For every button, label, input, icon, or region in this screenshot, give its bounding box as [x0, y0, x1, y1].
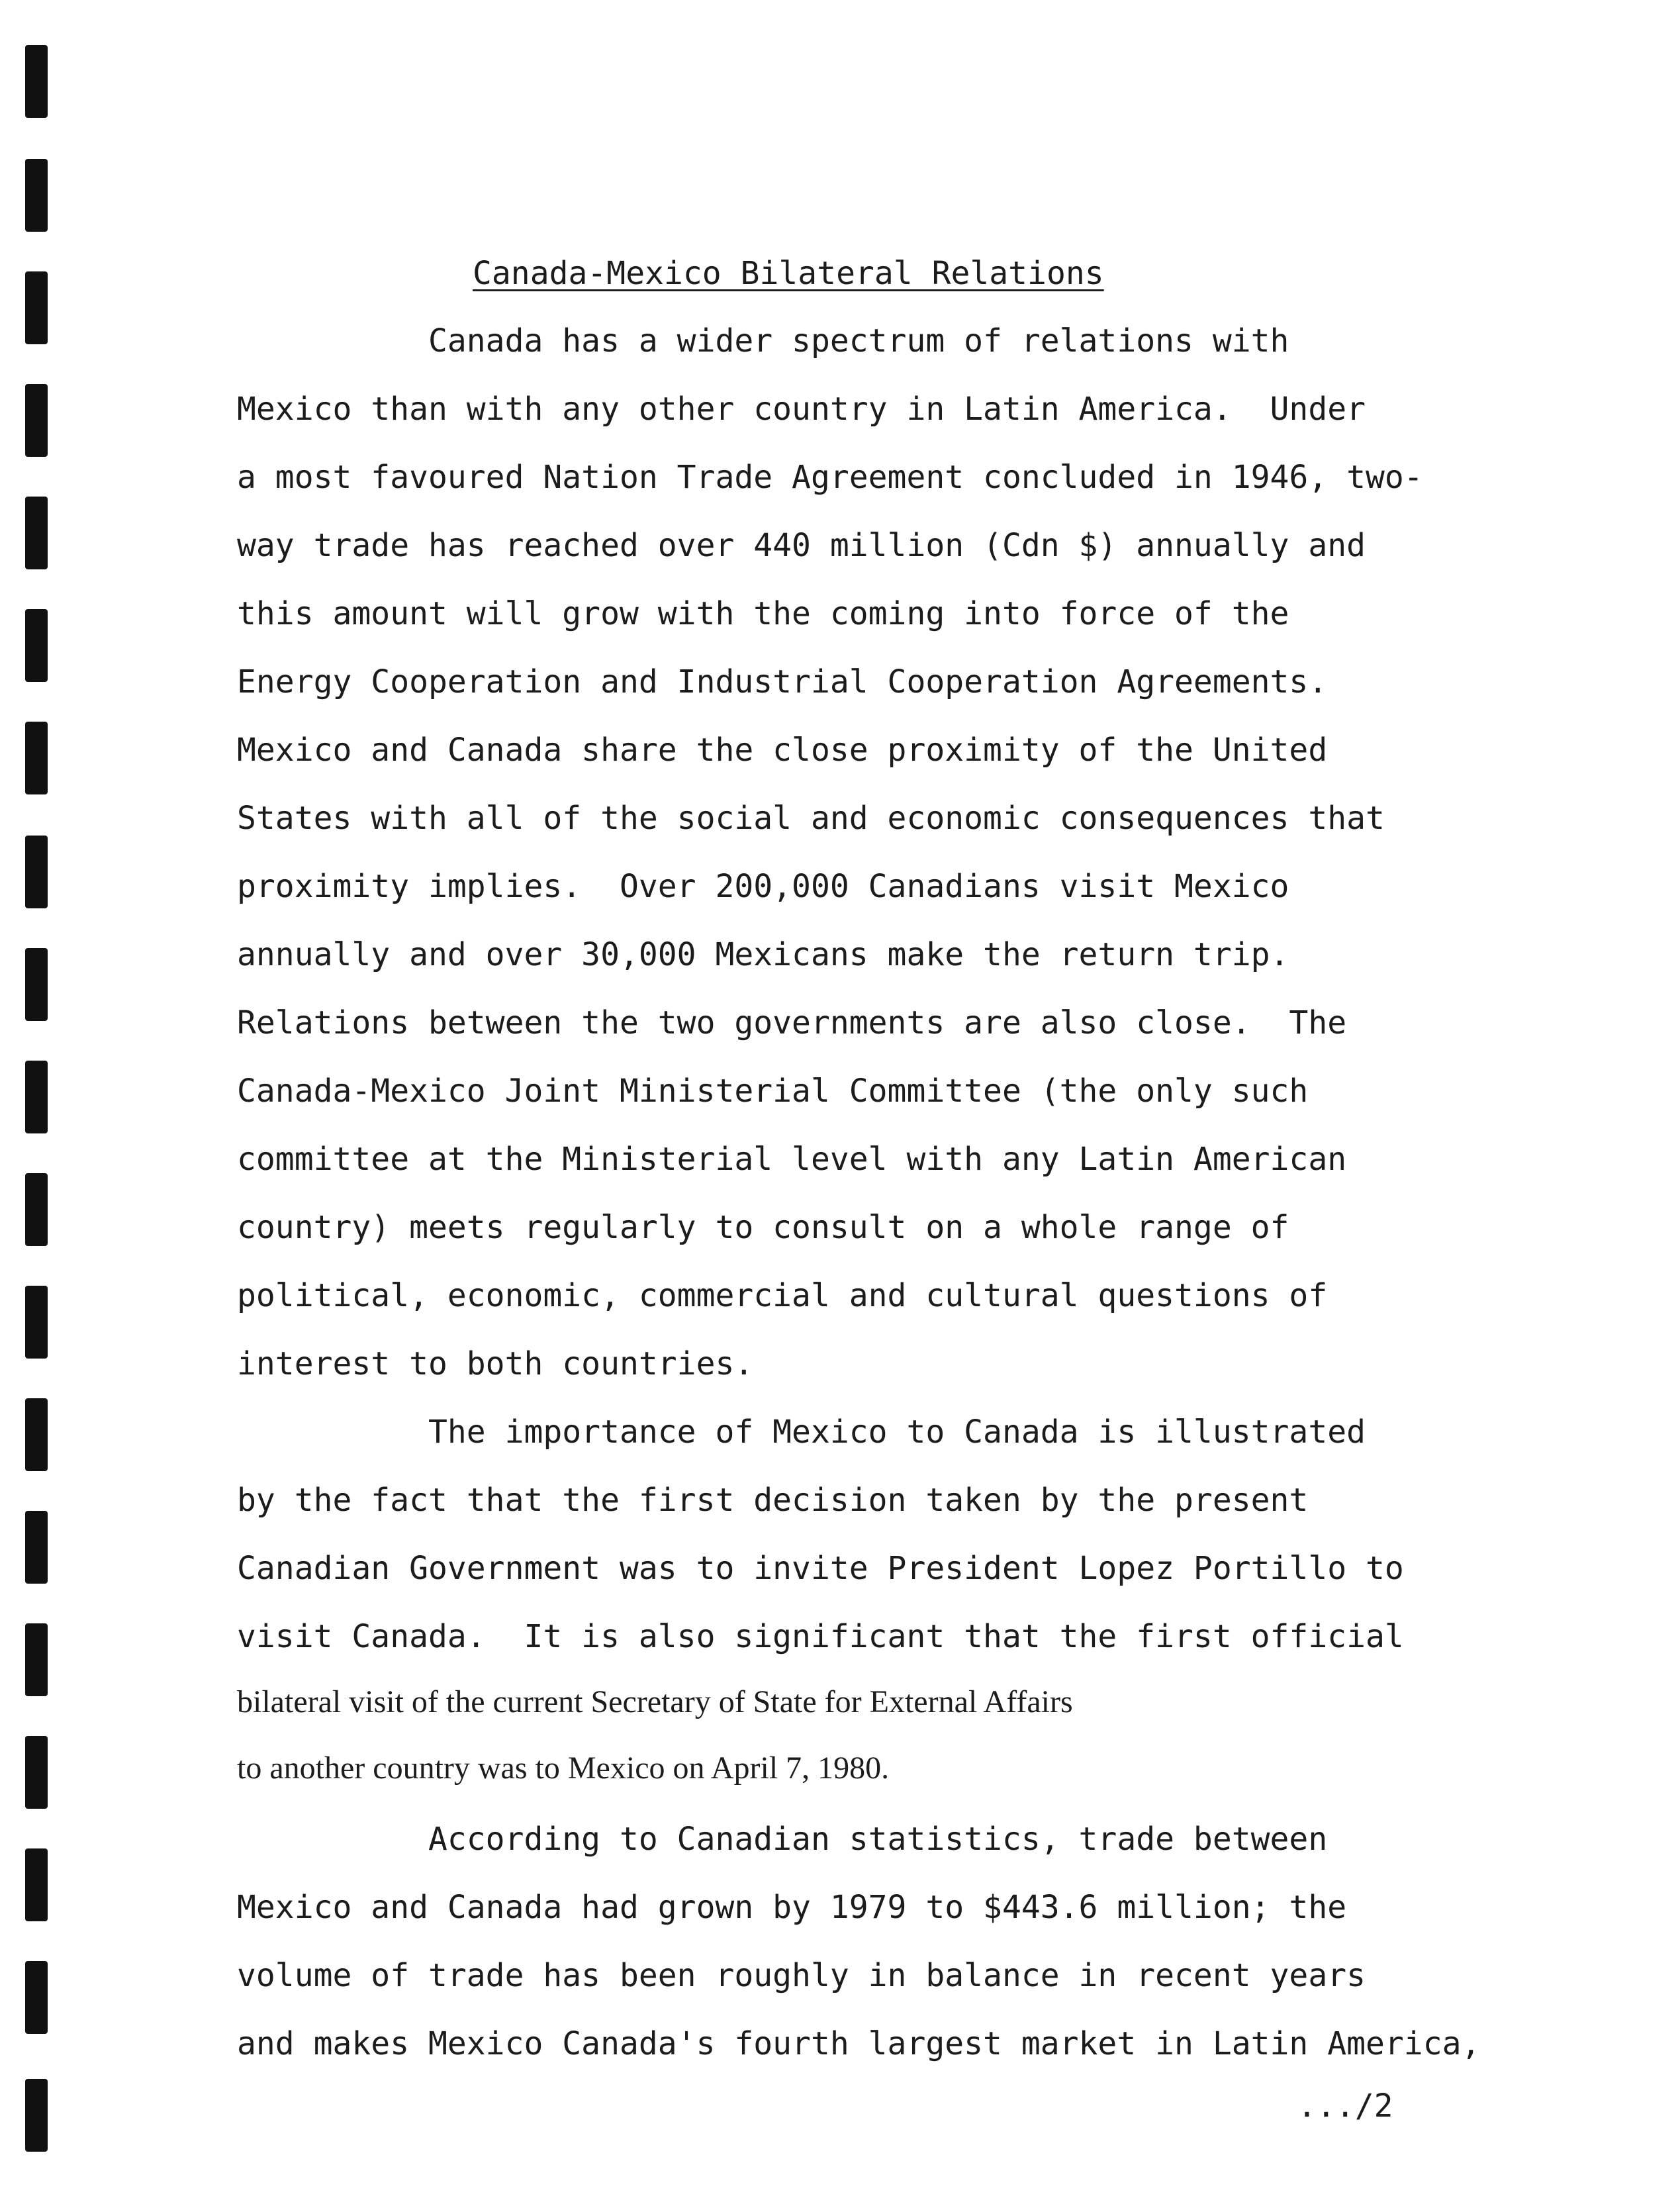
- text-line: bilateral visit of the current Secretary of State for External Affairs: [237, 1684, 1073, 1719]
- binding-hole: [25, 1848, 48, 1921]
- binding-holes: [19, 0, 56, 2204]
- binding-hole: [25, 836, 48, 908]
- text-line: Mexico than with any other country in Latin America. Under: [237, 391, 1366, 428]
- binding-hole: [25, 1061, 48, 1133]
- text-line: The importance of Mexico to Canada is illustrated: [237, 1413, 1366, 1451]
- binding-hole: [25, 497, 48, 569]
- binding-hole: [25, 2079, 48, 2152]
- text-line: way trade has reached over 440 million (Cdn $) annually and: [237, 527, 1366, 564]
- binding-hole: [25, 45, 48, 118]
- binding-hole: [25, 722, 48, 794]
- text-line: volume of trade has been roughly in balance in recent years: [237, 1957, 1366, 1994]
- text-line: Energy Cooperation and Industrial Cooperation Agreements.: [237, 663, 1328, 700]
- binding-hole: [25, 1398, 48, 1471]
- text-line: interest to both countries.: [237, 1345, 754, 1382]
- text-line: According to Canadian statistics, trade between: [237, 1821, 1328, 1858]
- text-line: by the fact that the first decision taken by the present: [237, 1482, 1309, 1519]
- binding-hole: [25, 1511, 48, 1584]
- text-line: this amount will grow with the coming into force of the: [237, 595, 1289, 632]
- binding-hole: [25, 1286, 48, 1359]
- binding-hole: [25, 1961, 48, 2034]
- text-line: committee at the Ministerial level with any Latin American: [237, 1141, 1347, 1178]
- text-line: proximity implies. Over 200,000 Canadians visit Mexico: [237, 868, 1289, 905]
- binding-hole: [25, 1623, 48, 1696]
- text-line: annually and over 30,000 Mexicans make the return trip.: [237, 936, 1289, 973]
- binding-hole: [25, 159, 48, 232]
- text-line: Canadian Government was to invite President Lopez Portillo to: [237, 1550, 1404, 1587]
- text-line: Relations between the two governments are also close. The: [237, 1004, 1347, 1041]
- page-continuation-marker: .../2: [1297, 2087, 1393, 2125]
- text-line: Mexico and Canada share the close proximity of the United: [237, 732, 1328, 769]
- text-line: to another country was to Mexico on April 7, 1980.: [237, 1750, 890, 1786]
- binding-hole: [25, 384, 48, 457]
- text-line: political, economic, commercial and cultural questions of: [237, 1277, 1328, 1314]
- text-line: visit Canada. It is also significant that the first official: [237, 1618, 1404, 1655]
- text-line: Canada-Mexico Joint Ministerial Committee (the only such: [237, 1073, 1309, 1110]
- document-title: Canada-Mexico Bilateral Relations: [473, 255, 1104, 292]
- text-line: country) meets regularly to consult on a whole range of: [237, 1209, 1289, 1246]
- binding-hole: [25, 1736, 48, 1809]
- text-line: Mexico and Canada had grown by 1979 to $443.6 million; the: [237, 1889, 1347, 1926]
- binding-hole: [25, 1173, 48, 1246]
- binding-hole: [25, 948, 48, 1021]
- text-line: Canada has a wider spectrum of relations with: [237, 322, 1289, 359]
- text-line: States with all of the social and economic consequences that: [237, 800, 1385, 837]
- text-line: a most favoured Nation Trade Agreement concluded in 1946, two-: [237, 459, 1423, 496]
- binding-hole: [25, 609, 48, 682]
- binding-hole: [25, 271, 48, 344]
- text-line: and makes Mexico Canada's fourth largest market in Latin America,: [237, 2025, 1481, 2062]
